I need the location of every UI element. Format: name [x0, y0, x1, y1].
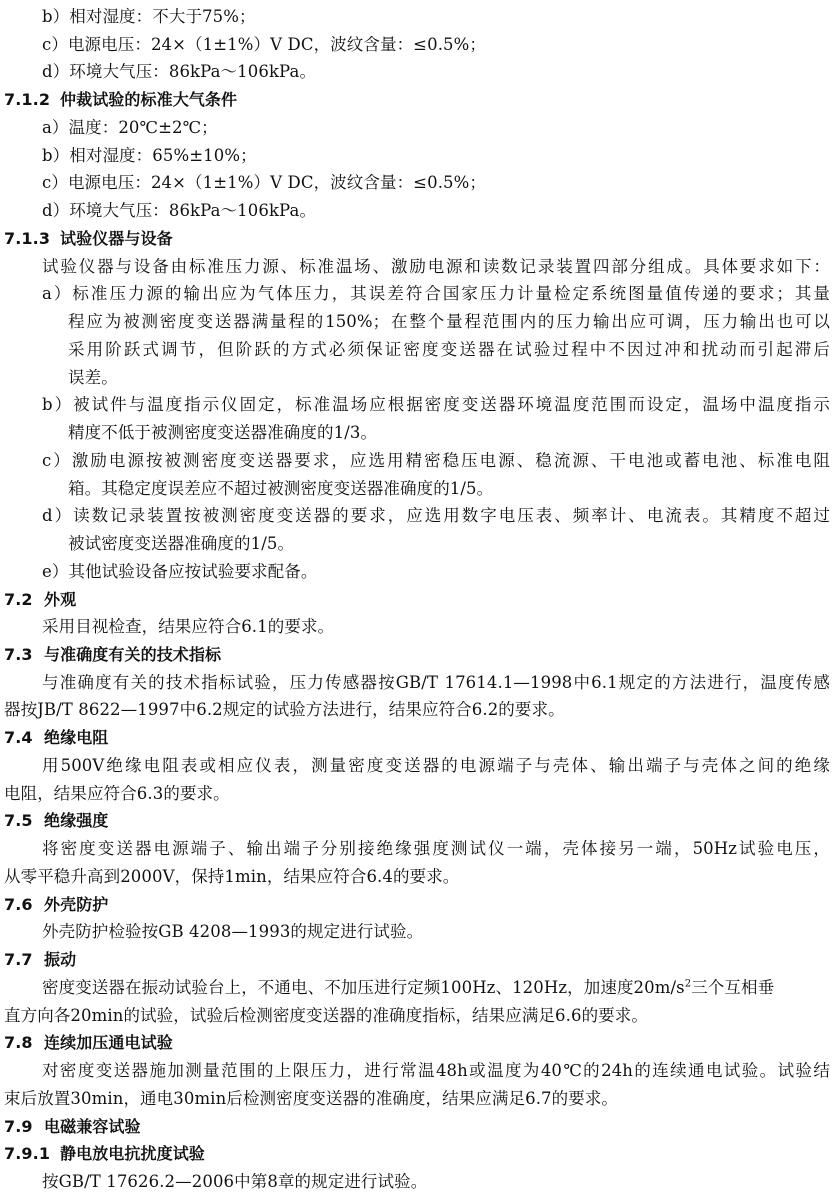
list-item-d-line-2: 被试密度变送器准确度的1/5。 — [68, 534, 295, 554]
list-item-c-voltage: c）电源电压：24×（1±1%）V DC，波纹含量：≤0.5%； — [42, 173, 487, 193]
list-item-c-line-2: 箱。其稳定度误差应不超过被测密度变送器准确度的1/5。 — [68, 478, 494, 498]
paragraph-line-2: 电阻，结果应符合6.3的要求。 — [4, 783, 230, 803]
heading-number: 7.1.2 — [4, 90, 51, 110]
paragraph-line-2: 器按JB/T 8622—1997中6.2规定的试验方法进行，结果应符合6.2的要求。 — [4, 700, 565, 720]
list-item-d-pressure: d）环境大气压：86kPa～106kPa。 — [42, 62, 317, 82]
list-item-d-line-1: d）读数记录装置按被测密度变送器的要求，应选用数字电压表、频率计、电流表。其精度不超过 — [42, 506, 830, 526]
heading-number: 7.1.3 — [4, 228, 51, 248]
heading-title: 连续加压通电试验 — [44, 1033, 173, 1053]
paragraph-line-1 — [42, 978, 830, 998]
heading-7-9-1 — [4, 1144, 205, 1164]
heading-title: 电磁兼容试验 — [44, 1116, 141, 1136]
heading-7-3 — [4, 645, 221, 665]
list-item-a-line-3: 采用阶跃式调节，但阶跃的方式必须保证密度变送器在试验过程中不因过冲和扰动而引起滞后 — [68, 339, 830, 359]
paragraph: 外壳防护检验按GB 4208—1993的规定进行试验。 — [42, 922, 424, 942]
list-item-e: e）其他试验设备应按试验要求配备。 — [42, 561, 318, 581]
text-after-superscript: 三个互相垂 — [691, 977, 775, 997]
paragraph: 采用目视检查，结果应符合6.1的要求。 — [42, 617, 335, 637]
heading-title: 外壳防护 — [44, 894, 109, 914]
heading-number: 7.8 — [4, 1033, 33, 1053]
paragraph-line-1: 用500V绝缘电阻表或相应仪表，测量密度变送器的电源端子与壳体、输出端子与壳体之间的绝缘 — [42, 755, 830, 775]
list-item-a-temp: a）温度：20℃±2℃； — [42, 117, 218, 137]
heading-number: 7.5 — [4, 811, 33, 831]
list-item-c-line-1: c）激励电源按被测密度变送器要求，应选用精密稳压电源、稳流源、干电池或蓄电池、标准电阻 — [42, 450, 830, 470]
list-item-a-line-4: 误差。 — [68, 367, 118, 387]
heading-title: 仲裁试验的标准大气条件 — [60, 90, 238, 110]
superscript: 2 — [684, 978, 692, 990]
heading-7-1-3 — [4, 229, 173, 249]
heading-title: 绝缘强度 — [44, 811, 109, 831]
heading-number: 7.3 — [4, 644, 33, 664]
heading-7-4 — [4, 728, 108, 748]
heading-7-1-2 — [4, 90, 237, 110]
list-item-c-voltage: c）电源电压：24×（1±1%）V DC，波纹含量：≤0.5%； — [42, 34, 487, 54]
list-item-d-pressure: d）环境大气压：86kPa～106kPa。 — [42, 201, 317, 221]
heading-title: 绝缘电阻 — [44, 728, 109, 748]
heading-7-8 — [4, 1033, 173, 1053]
paragraph-line-1: 将密度变送器电源端子、输出端子分别接绝缘强度测试仪一端，壳体接另一端，50Hz试验电压， — [42, 839, 830, 859]
paragraph-line-2: 束后放置30min，通电30min后检测密度变送器的准确度，结果应满足6.7的要求。 — [4, 1088, 619, 1108]
paragraph-line-2: 直方向各20min的试验，试验后检测密度变送器的准确度指标，结果应满足6.6的要求。 — [4, 1005, 648, 1025]
paragraph-line-1: 与准确度有关的技术指标试验，压力传感器按GB/T 17614.1—1998中6.1规定的方法进行，温度传感 — [42, 672, 830, 692]
heading-7-9 — [4, 1117, 141, 1137]
list-item-a-line-1: a）标准压力源的输出应为气体压力，其误差符合国家压力计量检定系统图量值传递的要求；其量 — [42, 284, 830, 304]
paragraph-line-1: 对密度变送器施加测量范围的上限压力，进行常温48h或温度为40℃的24h的连续通电试验。试验结 — [42, 1061, 830, 1081]
paragraph-intro: 试验仪器与设备由标准压力源、标准温场、激励电源和读数记录装置四部分组成。具体要求如下： — [42, 256, 830, 276]
heading-title: 振动 — [44, 950, 77, 970]
heading-number: 7.9 — [4, 1116, 33, 1136]
text-before-superscript: 密度变送器在振动试验台上，不通电、不加压进行定频100Hz、120Hz，加速度20m/s — [42, 977, 685, 997]
paragraph-line-2: 从零平稳升高到2000V，保持1min，结果应符合6.4的要求。 — [4, 866, 460, 886]
heading-number: 7.4 — [4, 728, 33, 748]
heading-7-2 — [4, 590, 76, 610]
heading-title: 与准确度有关的技术指标 — [44, 644, 222, 664]
list-item-a-line-2: 程应为被测密度变送器满量程的150%；在整个量程范围内的压力输出应可调，压力输出也可以 — [68, 312, 830, 332]
heading-7-7 — [4, 950, 76, 970]
list-item-b-humidity: b）相对湿度：不大于75%； — [42, 7, 256, 26]
paragraph: 按GB/T 17626.2—2006中第8章的规定进行试验。 — [42, 1172, 428, 1191]
heading-number: 7.9.1 — [4, 1144, 51, 1164]
list-item-b-humidity: b）相对湿度：65%±10%； — [42, 145, 257, 165]
heading-number: 7.6 — [4, 894, 33, 914]
heading-title: 外观 — [44, 589, 77, 609]
heading-title: 试验仪器与设备 — [60, 228, 173, 248]
heading-title: 静电放电抗扰度试验 — [60, 1144, 205, 1164]
heading-7-5 — [4, 811, 108, 831]
list-item-b-line-1: b）被试件与温度指示仪固定，标准温场应根据密度变送器环境温度范围而设定，温场中温度指示 — [42, 395, 830, 415]
heading-7-6 — [4, 895, 108, 915]
list-item-b-line-2: 精度不低于被测密度变送器准确度的1/3。 — [68, 423, 378, 443]
paragraph-line-1-text — [42, 978, 774, 998]
heading-number: 7.7 — [4, 950, 33, 970]
heading-number: 7.2 — [4, 589, 33, 609]
